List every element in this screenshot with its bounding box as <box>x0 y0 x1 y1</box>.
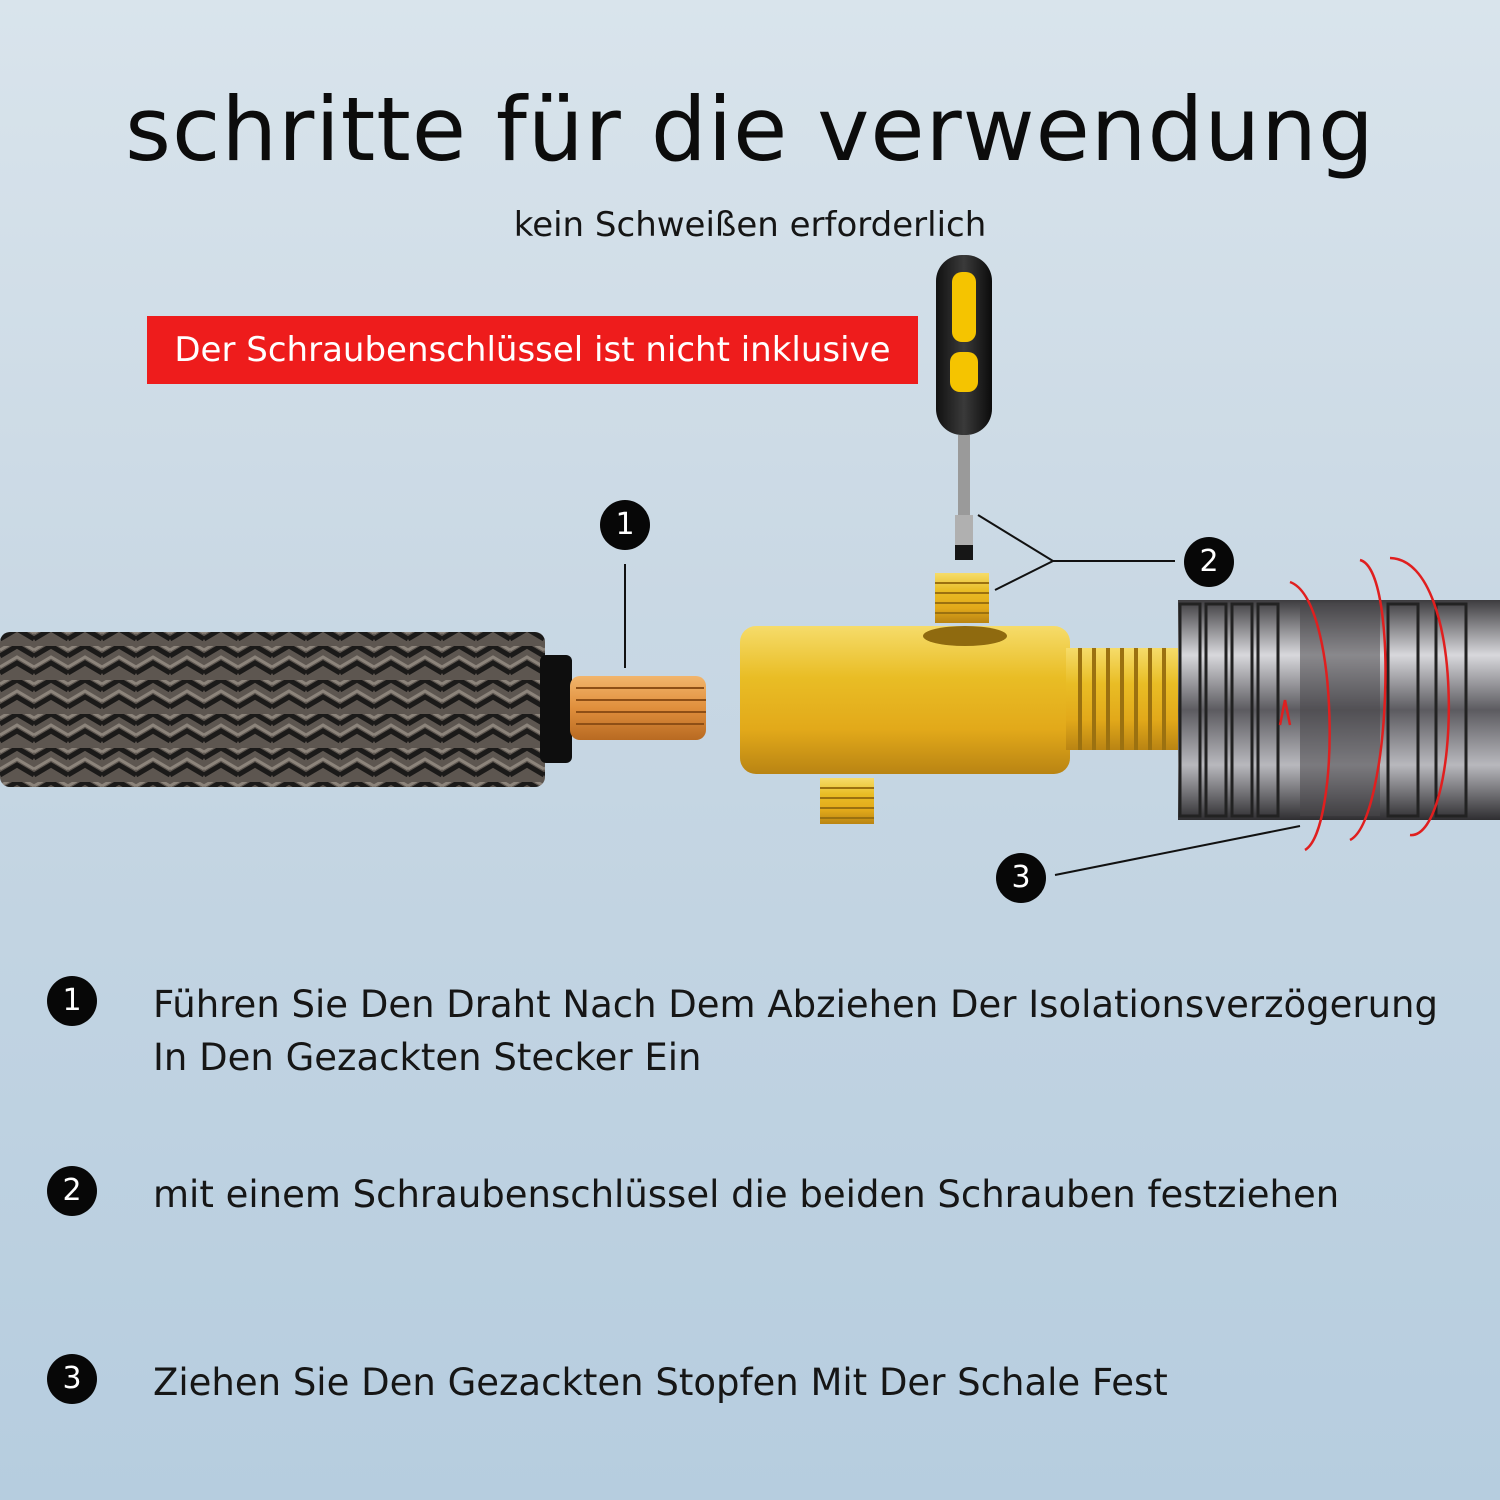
brass-connector <box>740 626 1178 824</box>
callout-marker-3: 3 <box>996 853 1046 903</box>
copper-wire <box>570 676 706 740</box>
step-number-1: 1 <box>47 976 97 1026</box>
knurled-shell <box>1178 600 1500 820</box>
screwdriver <box>936 255 992 560</box>
callout-marker-2: 2 <box>1184 537 1234 587</box>
step-number-3: 3 <box>47 1354 97 1404</box>
leader-line-3 <box>1055 826 1300 875</box>
step-text-2: mit einem Schraubenschlüssel die beiden Schrauben festziehen <box>153 1173 1340 1216</box>
step-text-1: Führen Sie Den Draht Nach Dem Abziehen Der Isolationsverzögerung In Den Gezackten Stecker Ein <box>153 983 1438 1079</box>
screw <box>935 573 989 623</box>
page-subtitle: kein Schweißen erforderlich <box>513 205 987 245</box>
step-number-2: 2 <box>47 1166 97 1216</box>
braided-cable <box>0 632 572 787</box>
step-text-3: Ziehen Sie Den Gezackten Stopfen Mit Der Schale Fest <box>153 1361 1168 1404</box>
page-title: schritte für die verwendung <box>125 78 1375 181</box>
warning-banner-text: Der Schraubenschlüssel ist nicht inklusive <box>174 330 891 370</box>
callout-marker-1: 1 <box>600 500 650 550</box>
leader-line-2 <box>978 515 1175 590</box>
